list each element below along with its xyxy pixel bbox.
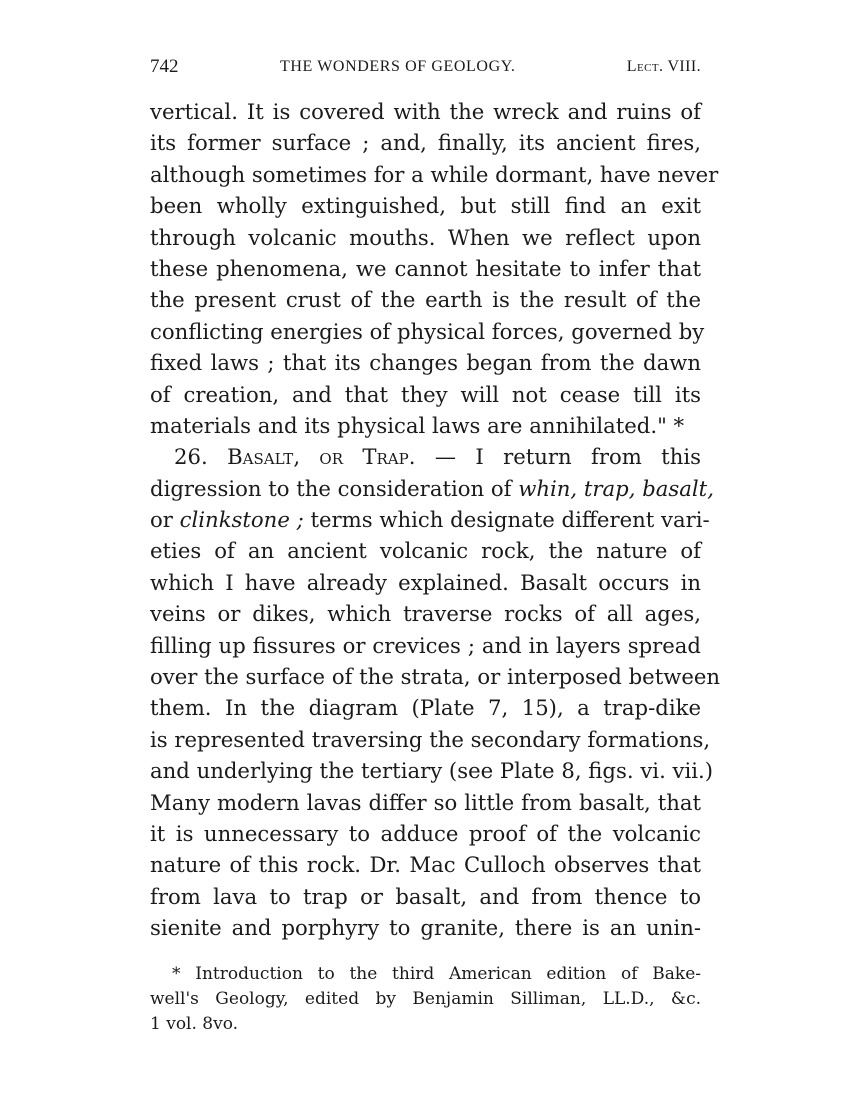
section-heading-trap: Trap. xyxy=(362,444,416,470)
footnote xyxy=(150,962,701,1037)
text-line: and underlying the tertiary (see Plate 8, figs. vi. vii.) xyxy=(150,758,714,784)
italic-term: clinkstone ; xyxy=(179,507,304,533)
text-line: eties of an ancient volcanic rock, the nature of xyxy=(150,538,701,564)
text-line: materials and its physical laws are annihilated." * xyxy=(150,412,685,438)
text-line: conflicting energies of physical forces, governed by xyxy=(150,318,705,344)
page-number: 742 xyxy=(150,56,179,77)
text-line: its former surface ; and, finally, its ancient fires, xyxy=(150,130,701,156)
text-line: Many modern lavas differ so little from basalt, that xyxy=(150,789,701,815)
footnote-line: 1 vol. 8vo. xyxy=(150,1013,239,1034)
text-line: through volcanic mouths. When we reflect upon xyxy=(150,224,701,250)
section-heading-basalt: Basalt, xyxy=(227,444,301,470)
body-text xyxy=(150,96,721,944)
text-line: over the surface of the strata, or interposed between xyxy=(150,664,721,690)
text-line: of creation, and that they will not cease till its xyxy=(150,381,701,407)
text-line: veins or dikes, which traverse rocks of all ages, xyxy=(150,601,701,627)
text-line: the present crust of the earth is the result of the xyxy=(150,287,701,313)
text-line: from lava to trap or basalt, and from thence to xyxy=(150,883,701,909)
text-run: terms which designate different vari- xyxy=(303,507,710,533)
text-line: vertical. It is covered with the wreck and ruins of xyxy=(150,99,701,124)
running-header xyxy=(150,52,701,82)
section-number: 26. xyxy=(174,444,208,470)
book-page xyxy=(150,52,721,1037)
section-heading-rest: — I return from this xyxy=(434,444,701,470)
text-line: which I have already explained. Basalt occurs in xyxy=(150,569,701,595)
text-line: it is unnecessary to adduce proof of the volcanic xyxy=(150,820,701,846)
footnote-line: * Introduction to the third American edition of Bake- xyxy=(172,963,701,984)
footnote-line: well's Geology, edited by Benjamin Silliman, LL.D., &c. xyxy=(150,988,701,1009)
text-run: or xyxy=(150,507,180,533)
running-title: THE WONDERS OF GEOLOGY. xyxy=(280,58,516,75)
text-line: is represented traversing the secondary formations, xyxy=(150,726,711,752)
text-run: digression to the consideration of xyxy=(150,475,519,501)
text-line: been wholly extinguished, but still find an exit xyxy=(150,193,701,219)
text-line: fixed laws ; that its changes began from the dawn xyxy=(150,350,701,376)
text-line xyxy=(150,473,714,504)
italic-terms: whin, trap, basalt, xyxy=(518,475,714,501)
section-heading-line xyxy=(150,441,701,472)
text-line: filling up fissures or crevices ; and in layers spread xyxy=(150,632,701,658)
section-heading-or: or xyxy=(319,444,344,470)
text-line: nature of this rock. Dr. Mac Culloch observes that xyxy=(150,852,701,878)
text-line xyxy=(150,504,710,535)
text-line: them. In the diagram (Plate 7, 15), a trap-dike xyxy=(150,695,701,721)
text-line: sienite and porphyry to granite, there is an unin- xyxy=(150,915,701,941)
lecture-label: Lect. VIII. xyxy=(626,58,701,75)
text-line: these phenomena, we cannot hesitate to infer that xyxy=(150,255,701,281)
text-line: although sometimes for a while dormant, have never xyxy=(150,161,719,187)
